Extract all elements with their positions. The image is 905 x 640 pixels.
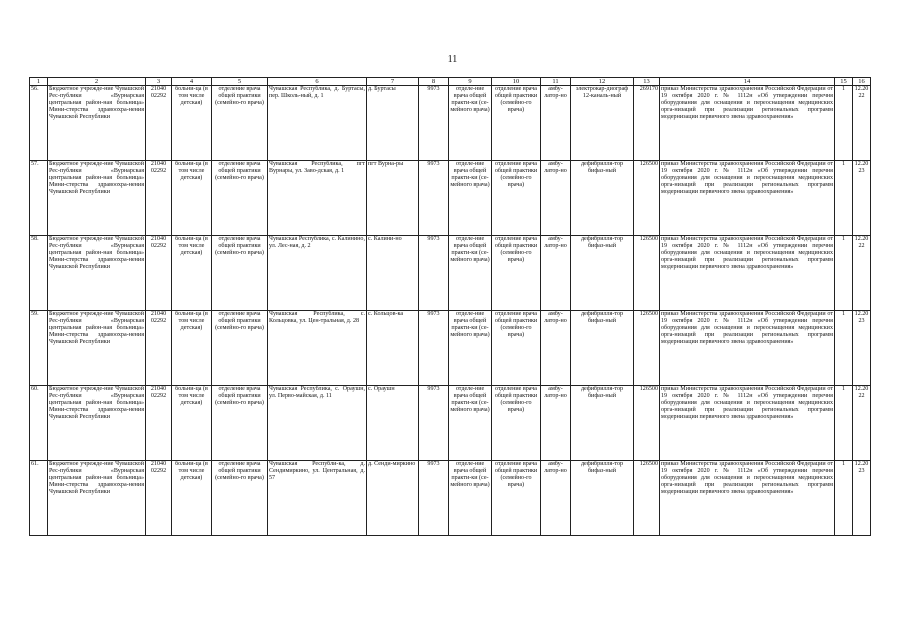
care-type-cell: амбу-латор-но bbox=[541, 161, 571, 236]
unit-cell: отделе-ние врача общей практи-ки (се-мейного врача) bbox=[449, 236, 492, 311]
unit-cell: отделе-ние врача общей практи-ки (се-мейного врача) bbox=[449, 161, 492, 236]
unit-profile-cell: отделение врача общей практики (семейно-го врача) bbox=[492, 461, 541, 536]
price-cell: 126500 bbox=[634, 386, 660, 461]
address-cell: Чувашская Республика, пгт Вурнары, ул. Заво-дская, д. 1 bbox=[268, 161, 367, 236]
unit-profile-cell: отделение врача общей практики (семейно-го врача) bbox=[492, 311, 541, 386]
oktmo-cell: 9973 bbox=[419, 461, 449, 536]
price-cell: 126500 bbox=[634, 236, 660, 311]
locality-cell: с. Калини-но bbox=[367, 236, 419, 311]
date-cell: 12.2023 bbox=[853, 161, 871, 236]
facility-type-cell: больни-ца (в том числе детская) bbox=[172, 236, 212, 311]
table-row bbox=[30, 461, 871, 536]
date-cell: 12.2023 bbox=[853, 311, 871, 386]
quantity-cell: 1 bbox=[835, 161, 853, 236]
locality-cell: с. Кольцов-ка bbox=[367, 311, 419, 386]
equipment-cell: дефибрилля-тор бифаз-ный bbox=[571, 461, 634, 536]
facility-type-cell: больни-ца (в том числе детская) bbox=[172, 161, 212, 236]
locality-cell: пгт Вурна-ры bbox=[367, 161, 419, 236]
date-cell: 12.2023 bbox=[853, 461, 871, 536]
row-number: 58. bbox=[30, 236, 48, 311]
header-cell: 4 bbox=[172, 78, 212, 86]
department-cell: отделение врача общей практики (семейно-го врача) bbox=[212, 236, 268, 311]
equipment-cell: электрокар-диограф 12-каналь-ный bbox=[571, 86, 634, 161]
unit-profile-cell: отделение врача общей практики (семейно-го врача) bbox=[492, 236, 541, 311]
header-cell: 2 bbox=[48, 78, 146, 86]
unit-cell: отделе-ние врача общей практи-ки (се-мейного врача) bbox=[449, 311, 492, 386]
care-type-cell: амбу-латор-но bbox=[541, 86, 571, 161]
table-row bbox=[30, 86, 871, 161]
organization-cell: Бюджетное учрежде-ние Чувашской Рес-публики «Вурнарская центральная район-ная больница» Мини-стерства здравоохра-нения Чувашской Республики bbox=[48, 461, 146, 536]
equipment-cell: дефибрилля-тор бифаз-ный bbox=[571, 311, 634, 386]
header-cell: 8 bbox=[419, 78, 449, 86]
oktmo-cell: 9973 bbox=[419, 386, 449, 461]
oktmo-cell: 9973 bbox=[419, 311, 449, 386]
header-cell: 12 bbox=[571, 78, 634, 86]
quantity-cell: 1 bbox=[835, 461, 853, 536]
table-row bbox=[30, 311, 871, 386]
header-cell: 15 bbox=[835, 78, 853, 86]
quantity-cell: 1 bbox=[835, 236, 853, 311]
care-type-cell: амбу-латор-но bbox=[541, 311, 571, 386]
facility-type-cell: больни-ца (в том числе детская) bbox=[172, 311, 212, 386]
code-cell: 21040 02292 bbox=[146, 461, 172, 536]
row-number: 59. bbox=[30, 311, 48, 386]
header-cell: 13 bbox=[634, 78, 660, 86]
basis-cell: приказ Министерства здравоохранения Российской Федерации от 19 октября 2020 г. № 1112н «Об утверждении перечня оборудования для оснащения и переоснащения медицинских орга-низаций при реализации региональных программ модернизации первичного звена здравоохранения» bbox=[660, 311, 835, 386]
organization-cell: Бюджетное учрежде-ние Чувашской Рес-публики «Вурнарская центральная район-ная больница» Мини-стерства здравоохра-нения Чувашской Республики bbox=[48, 311, 146, 386]
price-cell: 126500 bbox=[634, 461, 660, 536]
unit-profile-cell: отделение врача общей практики (семейно-го врача) bbox=[492, 161, 541, 236]
header-cell: 16 bbox=[853, 78, 871, 86]
header-cell: 5 bbox=[212, 78, 268, 86]
header-row bbox=[30, 78, 871, 86]
header-cell: 11 bbox=[541, 78, 571, 86]
page-number: 11 bbox=[447, 54, 458, 65]
organization-cell: Бюджетное учрежде-ние Чувашской Рес-публики «Вурнарская центральная район-ная больница» Мини-стерства здравоохра-нения Чувашской Республики bbox=[48, 386, 146, 461]
oktmo-cell: 9973 bbox=[419, 236, 449, 311]
equipment-table bbox=[29, 77, 871, 536]
care-type-cell: амбу-латор-но bbox=[541, 386, 571, 461]
quantity-cell: 1 bbox=[835, 311, 853, 386]
address-cell: Чувашская Республика, с. Кольцовка, ул. Цен-тральная, д. 28 bbox=[268, 311, 367, 386]
row-number: 61. bbox=[30, 461, 48, 536]
header-cell: 6 bbox=[268, 78, 367, 86]
table-row bbox=[30, 236, 871, 311]
unit-cell: отделе-ние врача общей практи-ки (се-мейного врача) bbox=[449, 461, 492, 536]
table-body bbox=[30, 86, 871, 536]
row-number: 60. bbox=[30, 386, 48, 461]
address-cell: Чувашская Республика, д. Буртасы, пер. Школь-ный, д. 1 bbox=[268, 86, 367, 161]
care-type-cell: амбу-латор-но bbox=[541, 236, 571, 311]
header-cell: 1 bbox=[30, 78, 48, 86]
header-cell: 14 bbox=[660, 78, 835, 86]
address-cell: Чувашская Республи-ка, д. Сендимиркино, ул. Центральная, д. 57 bbox=[268, 461, 367, 536]
row-number: 56. bbox=[30, 86, 48, 161]
equipment-cell: дефибрилля-тор бифаз-ный bbox=[571, 161, 634, 236]
unit-profile-cell: отделение врача общей практики (семейно-го врача) bbox=[492, 86, 541, 161]
oktmo-cell: 9973 bbox=[419, 86, 449, 161]
price-cell: 126500 bbox=[634, 311, 660, 386]
department-cell: отделение врача общей практики (семейно-го врача) bbox=[212, 86, 268, 161]
table-row bbox=[30, 161, 871, 236]
locality-cell: д. Сенди-миркино bbox=[367, 461, 419, 536]
code-cell: 21040 02292 bbox=[146, 386, 172, 461]
code-cell: 21040 02292 bbox=[146, 236, 172, 311]
code-cell: 21040 02292 bbox=[146, 86, 172, 161]
equipment-cell: дефибрилля-тор бифаз-ный bbox=[571, 236, 634, 311]
code-cell: 21040 02292 bbox=[146, 311, 172, 386]
quantity-cell: 1 bbox=[835, 86, 853, 161]
oktmo-cell: 9973 bbox=[419, 161, 449, 236]
basis-cell: приказ Министерства здравоохранения Российской Федерации от 19 октября 2020 г. № 1112н «Об утверждении перечня оборудования для оснащения и переоснащения медицинских орга-низаций при реализации региональных программ модернизации первичного звена здравоохранения» bbox=[660, 236, 835, 311]
care-type-cell: амбу-латор-но bbox=[541, 461, 571, 536]
basis-cell: приказ Министерства здравоохранения Российской Федерации от 19 октября 2020 г. № 1112н «Об утверждении перечня оборудования для оснащения и переоснащения медицинских орга-низаций при реализации региональных программ модернизации первичного звена здравоохранения» bbox=[660, 461, 835, 536]
basis-cell: приказ Министерства здравоохранения Российской Федерации от 19 октября 2020 г. № 1112н «Об утверждении перечня оборудования для оснащения и переоснащения медицинских орга-низаций при реализации региональных программ модернизации первичного звена здравоохранения» bbox=[660, 86, 835, 161]
department-cell: отделение врача общей практики (семейно-го врача) bbox=[212, 161, 268, 236]
organization-cell: Бюджетное учрежде-ние Чувашской Рес-публики «Вурнарская центральная район-ная больница» Мини-стерства здравоохра-нения Чувашской Республики bbox=[48, 86, 146, 161]
quantity-cell: 1 bbox=[835, 386, 853, 461]
header-cell: 10 bbox=[492, 78, 541, 86]
header-cell: 3 bbox=[146, 78, 172, 86]
date-cell: 12.2022 bbox=[853, 86, 871, 161]
organization-cell: Бюджетное учрежде-ние Чувашской Рес-публики «Вурнарская центральная район-ная больница» Мини-стерства здравоохра-нения Чувашской Республики bbox=[48, 236, 146, 311]
facility-type-cell: больни-ца (в том числе детская) bbox=[172, 386, 212, 461]
locality-cell: с. Ораушн bbox=[367, 386, 419, 461]
facility-type-cell: больни-ца (в том числе детская) bbox=[172, 461, 212, 536]
row-number: 57. bbox=[30, 161, 48, 236]
code-cell: 21040 02292 bbox=[146, 161, 172, 236]
address-cell: Чувашская Республика, с. Ораушн, ул. Перво-майская, д. 11 bbox=[268, 386, 367, 461]
table-row bbox=[30, 386, 871, 461]
unit-cell: отделе-ние врача общей практи-ки (се-мейного врача) bbox=[449, 86, 492, 161]
department-cell: отделение врача общей практики (семейно-го врача) bbox=[212, 386, 268, 461]
basis-cell: приказ Министерства здравоохранения Российской Федерации от 19 октября 2020 г. № 1112н «Об утверждении перечня оборудования для оснащения и переоснащения медицинских орга-низаций при реализации региональных программ модернизации первичного звена здравоохранения» bbox=[660, 386, 835, 461]
department-cell: отделение врача общей практики (семейно-го врача) bbox=[212, 311, 268, 386]
header-cell: 7 bbox=[367, 78, 419, 86]
equipment-cell: дефибрилля-тор бифаз-ный bbox=[571, 386, 634, 461]
price-cell: 126500 bbox=[634, 161, 660, 236]
basis-cell: приказ Министерства здравоохранения Российской Федерации от 19 октября 2020 г. № 1112н «Об утверждении перечня оборудования для оснащения и переоснащения медицинских орга-низаций при реализации региональных программ модернизации первичного звена здравоохранения» bbox=[660, 161, 835, 236]
unit-cell: отделе-ние врача общей практи-ки (се-мейного врача) bbox=[449, 386, 492, 461]
header-cell: 9 bbox=[449, 78, 492, 86]
price-cell: 269170 bbox=[634, 86, 660, 161]
address-cell: Чувашская Республика, с. Калинино, ул. Лес-ная, д. 2 bbox=[268, 236, 367, 311]
facility-type-cell: больни-ца (в том числе детская) bbox=[172, 86, 212, 161]
date-cell: 12.2022 bbox=[853, 236, 871, 311]
department-cell: отделение врача общей практики (семейно-го врача) bbox=[212, 461, 268, 536]
date-cell: 12.2022 bbox=[853, 386, 871, 461]
locality-cell: д. Буртасы bbox=[367, 86, 419, 161]
unit-profile-cell: отделение врача общей практики (семейно-го врача) bbox=[492, 386, 541, 461]
organization-cell: Бюджетное учрежде-ние Чувашской Рес-публики «Вурнарская центральная район-ная больница» Мини-стерства здравоохра-нения Чувашской Республики bbox=[48, 161, 146, 236]
